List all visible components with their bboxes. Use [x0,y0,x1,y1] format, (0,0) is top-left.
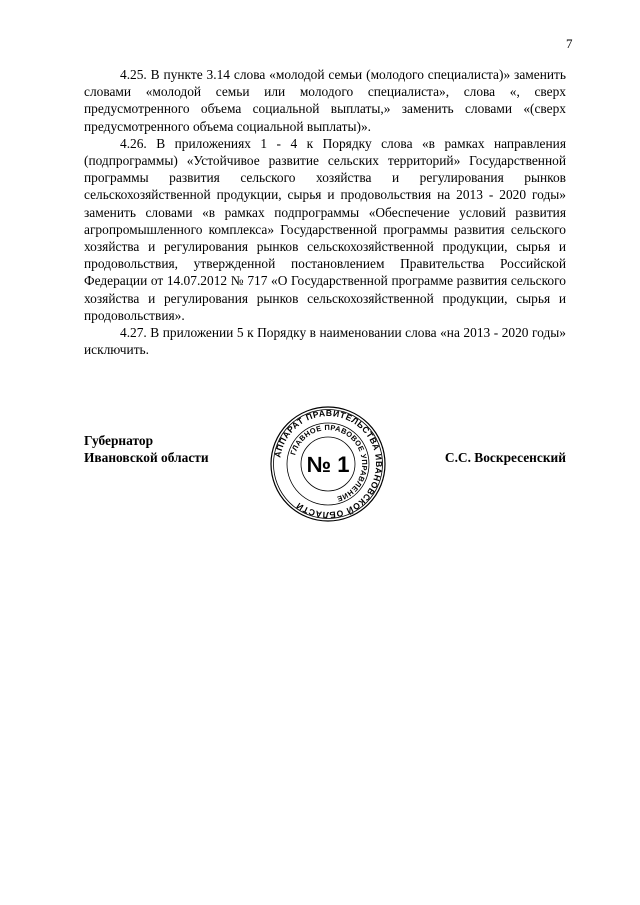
paragraph-4-27: 4.27. В приложении 5 к Порядку в наименовании слова «на 2013 - 2020 годы» исключить. [84,325,566,358]
paragraph-4-26: 4.26. В приложениях 1 - 4 к Порядку слова «в рамках направления (подпрограммы) «Устойчивое развитие сельских территорий» Государственной программы развития сельского хозяйства и регулирования рынков сельскохозяйственной продукции, сырья и продовольствия на 2013 - 2020 годы» заменить словами «в рамках подпрограммы «Обеспечение условий развития агропромышленного комплекса» Государственной программы развития сельского хозяйства и регулирования рынков сельскохозяйственной продукции, сырья и продовольствия, утвержденной постановлением Правительства Российской Федерации от 14.07.2012 № 717 «О Государственной программе развития сельского хозяйства и регулирования рынков сельскохозяйственной продукции, сырья и продовольствия». [84,135,566,323]
seal-inner-text: ГЛАВНОЕ ПРАВОВОЕ УПРАВЛЕНИЕ [288,422,370,504]
signatory-name: С.С. Воскресенский [444,450,566,465]
document-body [84,66,566,358]
page-number: 7 [566,36,573,51]
paragraph-4-25: 4.25. В пункте 3.14 слова «молодой семьи (молодого специалиста)» заменить словами «молодой семьи или молодого специалиста», слова «, сверх предусмотренного объема социальной выплаты,» заменить словами «(сверх предусмотренного объема социальной выплаты)». [84,67,566,134]
signatory-title [84,432,209,466]
seal-number: № 1 [306,452,350,477]
official-seal [268,404,388,524]
signatory-title-line1: Губернатор [84,433,154,448]
signatory-title-line2: Ивановской области [84,450,209,465]
seal-outer-text: АППАРАТ ПРАВИТЕЛЬСТВА ИВАНОВСКОЙ ОБЛАСТИ [272,407,385,521]
